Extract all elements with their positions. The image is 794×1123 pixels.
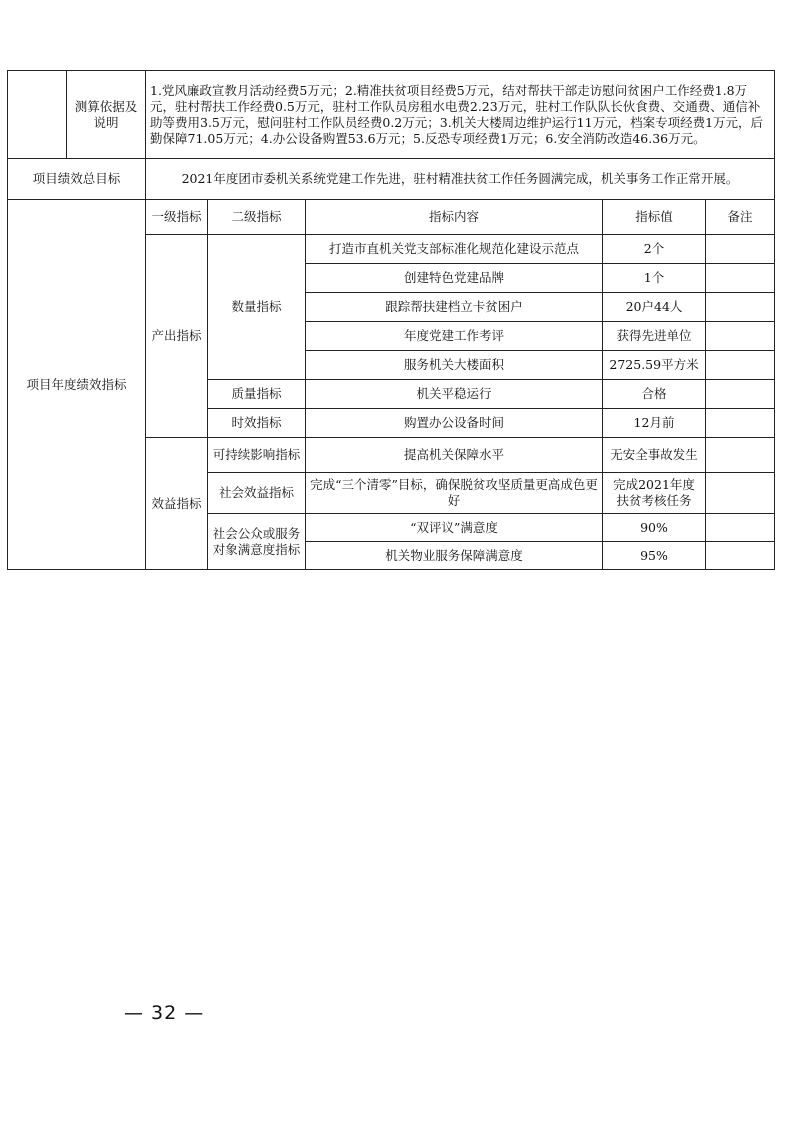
benefit-indicator-label: 效益指标	[146, 438, 208, 570]
performance-table-wrapper	[7, 70, 775, 570]
indicator-content: 机关平稳运行	[306, 380, 603, 409]
indicator-remark	[706, 351, 775, 380]
quantity-indicator-label: 数量指标	[208, 235, 306, 380]
overall-goal-text: 2021年度团市委机关系统党建工作先进，驻村精准扶贫工作任务圆满完成，机关事务工作正常开展。	[146, 159, 775, 200]
indicator-remark	[706, 473, 775, 514]
indicator-content: 购置办公设备时间	[306, 409, 603, 438]
quality-indicator-label: 质量指标	[208, 380, 306, 409]
header-remark: 备注	[706, 200, 775, 235]
indicator-header-row	[8, 200, 775, 235]
indicator-content: 年度党建工作考评	[306, 322, 603, 351]
indicator-remark	[706, 293, 775, 322]
indicator-value: 20户44人	[603, 293, 706, 322]
basis-row	[8, 71, 775, 159]
indicator-content: 服务机关大楼面积	[306, 351, 603, 380]
indicator-content: 打造市直机关党支部标准化规范化建设示范点	[306, 235, 603, 264]
annual-indicators-label: 项目年度绩效指标	[8, 200, 146, 570]
indicator-value: 完成2021年度扶贫考核任务	[603, 473, 706, 514]
indicator-content: 完成“三个清零”目标，确保脱贫攻坚质量更高成色更好	[306, 473, 603, 514]
header-value: 指标值	[603, 200, 706, 235]
indicator-value: 12月前	[603, 409, 706, 438]
header-level1: 一级指标	[146, 200, 208, 235]
indicator-value: 获得先进单位	[603, 322, 706, 351]
basis-text: 1.党风廉政宣教月活动经费5万元；2.精准扶贫项目经费5万元，结对帮扶干部走访慰问贫困户工作经费1.8万元，驻村帮扶工作经费0.5万元，驻村工作队员房租水电费2.23万元，驻村工作队队长伙食费、交通费、通信补助等费用3.5万元，慰问驻村工作队员经费0.2万元；3.机关大楼周边维护运行11万元，档案专项经费1万元，后勤保障71.05万元；4.办公设备购置53.6万元；5.反恐专项经费1万元；6.安全消防改造46.36万元。	[146, 71, 775, 159]
indicator-remark	[706, 235, 775, 264]
indicator-remark	[706, 542, 775, 570]
overall-goal-label: 项目绩效总目标	[8, 159, 146, 200]
indicator-content: 跟踪帮扶建档立卡贫困户	[306, 293, 603, 322]
indicator-remark	[706, 438, 775, 473]
basis-label: 测算依据及说明	[67, 71, 146, 159]
header-content: 指标内容	[306, 200, 603, 235]
indicator-content: 机关物业服务保障满意度	[306, 542, 603, 570]
indicator-value: 无安全事故发生	[603, 438, 706, 473]
header-level2: 二级指标	[208, 200, 306, 235]
indicator-value: 合格	[603, 380, 706, 409]
overall-goal-row	[8, 159, 775, 200]
basis-blank-cell	[8, 71, 67, 159]
satisfaction-indicator-label: 社会公众或服务对象满意度指标	[208, 514, 306, 570]
sustain-indicator-label: 可持续影响指标	[208, 438, 306, 473]
performance-table	[7, 70, 775, 570]
output-indicator-label: 产出指标	[146, 235, 208, 438]
timeliness-indicator-label: 时效指标	[208, 409, 306, 438]
page-number: — 32 —	[124, 1002, 205, 1024]
indicator-content: 创建特色党建品牌	[306, 264, 603, 293]
indicator-remark	[706, 322, 775, 351]
social-indicator-label: 社会效益指标	[208, 473, 306, 514]
indicator-value: 1个	[603, 264, 706, 293]
indicator-value: 90%	[603, 514, 706, 542]
indicator-value: 95%	[603, 542, 706, 570]
indicator-content: “双评议”满意度	[306, 514, 603, 542]
indicator-remark	[706, 264, 775, 293]
indicator-remark	[706, 409, 775, 438]
indicator-remark	[706, 514, 775, 542]
indicator-content: 提高机关保障水平	[306, 438, 603, 473]
indicator-value: 2725.59平方米	[603, 351, 706, 380]
indicator-value: 2个	[603, 235, 706, 264]
indicator-remark	[706, 380, 775, 409]
